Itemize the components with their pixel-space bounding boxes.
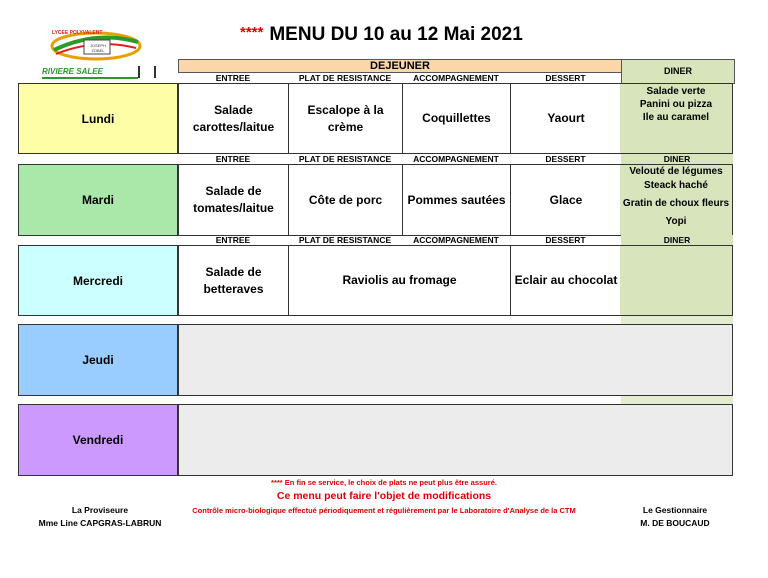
subheader-dessert-2: DESSERT — [545, 154, 586, 164]
subheader-accomp-2: ACCOMPAGNEMENT — [413, 154, 499, 164]
subheader-accomp: ACCOMPAGNEMENT — [413, 73, 499, 83]
lundi-entree: Salade carottes/laitue — [179, 84, 289, 153]
logo-text-1: LYCEE POLYVALENT — [52, 30, 103, 36]
mardi-diner-1: Velouté de légumes — [629, 166, 723, 177]
title-stars: **** — [240, 24, 264, 41]
subheader-diner-2: DINER — [621, 154, 733, 164]
logo-bars — [138, 66, 156, 78]
school-logo — [38, 28, 156, 80]
row-jeudi — [178, 324, 733, 396]
mardi-diner-2: Steack haché — [644, 180, 708, 191]
lundi-dessert: Yaourt — [511, 84, 622, 153]
subheader-entree-3: ENTREE — [215, 235, 251, 245]
subheader-plat-2: PLAT DE RESISTANCE — [298, 154, 392, 164]
day-jeudi: Jeudi — [18, 324, 178, 396]
day-lundi: Lundi — [18, 83, 178, 154]
subheader-plat-3: PLAT DE RESISTANCE — [298, 235, 392, 245]
logo-text-2: JOSEPH ZOBEL — [89, 43, 106, 53]
mercredi-dessert: Eclair au chocolat — [511, 246, 622, 315]
row-mercredi — [178, 245, 733, 316]
subheader-accomp-3: ACCOMPAGNEMENT — [413, 235, 499, 245]
lundi-diner-3: Ile au caramel — [642, 112, 710, 123]
lundi-diner-1: Salade verte — [646, 86, 706, 97]
footer-note-modifications: Ce menu peut faire l'objet de modifications — [276, 490, 492, 502]
footer-right-name: M. DE BOUCAUD — [640, 518, 710, 528]
mardi-diner-4: Yopi — [665, 216, 687, 227]
header-dejeuner: DEJEUNER — [178, 59, 622, 73]
subheader-dessert: DESSERT — [545, 73, 586, 83]
subheader-plat: PLAT DE RESISTANCE — [298, 73, 392, 83]
footer-left-title: La Proviseure — [71, 505, 129, 515]
subheader-dessert-3: DESSERT — [545, 235, 586, 245]
mardi-diner-3: Gratin de choux fleurs — [622, 198, 730, 209]
day-vendredi: Vendredi — [18, 404, 178, 476]
subheader-entree-2: ENTREE — [215, 154, 251, 164]
lundi-diner — [620, 84, 732, 153]
footer-note-controle: Contrôle micro-biologique effectué périodiquement et régulièrement par le Laboratoire d'Analyse de la CTM — [192, 506, 576, 515]
gap-strip-2 — [621, 396, 733, 404]
day-mardi: Mardi — [18, 164, 178, 236]
footer-note-service: **** En fin se service, le choix de plats ne peut plus être assuré. — [271, 478, 497, 487]
header-diner: DINER — [621, 59, 735, 84]
gap-strip-1 — [621, 316, 733, 324]
lundi-diner-2: Panini ou pizza — [639, 99, 713, 110]
row-lundi — [178, 83, 733, 154]
footer-left-name: Mme Line CAPGRAS-LABRUN — [38, 518, 162, 528]
mercredi-diner — [620, 246, 732, 315]
mercredi-plat: Raviolis au fromage — [289, 246, 511, 315]
mardi-dessert: Glace — [511, 165, 622, 235]
day-mercredi: Mercredi — [18, 245, 178, 316]
page-title — [240, 24, 523, 46]
lundi-plat: Escalope à la crème — [289, 84, 403, 153]
mardi-entree: Salade de tomates/laitue — [179, 165, 289, 235]
mardi-accomp: Pommes sautées — [403, 165, 511, 235]
row-mardi — [178, 164, 733, 236]
subheader-diner-3: DINER — [621, 235, 733, 245]
mardi-diner — [620, 165, 732, 235]
subheader-entree: ENTREE — [215, 73, 251, 83]
logo-underline — [42, 77, 138, 79]
row-vendredi — [178, 404, 733, 476]
logo-text-3: RIVIERE SALEE — [42, 67, 103, 76]
footer-right-title: Le Gestionnaire — [642, 505, 708, 515]
mercredi-entree: Salade de betteraves — [179, 246, 289, 315]
title-text: MENU DU 10 au 12 Mai 2021 — [269, 24, 523, 45]
lundi-accomp: Coquillettes — [403, 84, 511, 153]
mardi-plat: Côte de porc — [289, 165, 403, 235]
